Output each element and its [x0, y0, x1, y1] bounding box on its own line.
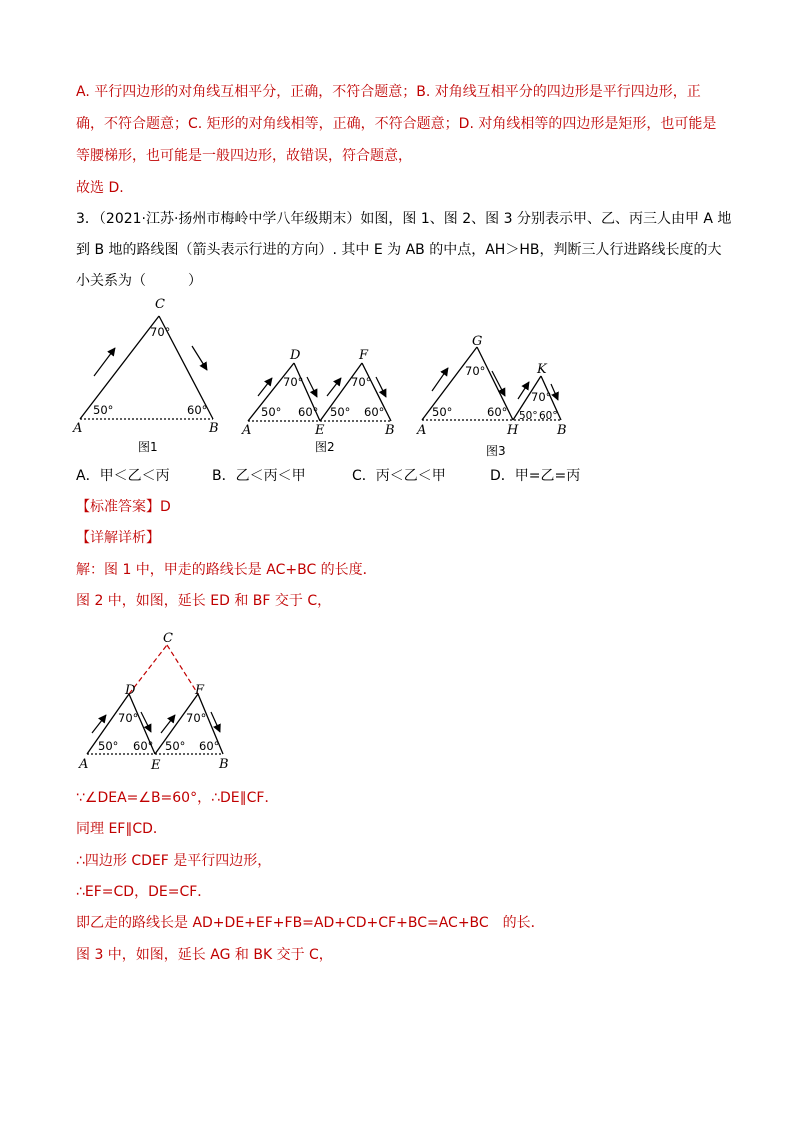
fig3-label-b: B [557, 423, 567, 438]
figure-1 [72, 297, 219, 454]
option-b: B．乙＜丙＜甲 [212, 468, 306, 484]
option-d: D．甲=乙=丙 [490, 468, 581, 484]
fig4-angle-b: 60° [199, 739, 220, 753]
analysis-line-6: ∴EF=CD，DE=CF． [76, 884, 212, 900]
fig1-label-a: A [73, 421, 83, 436]
answer-value: D [160, 499, 171, 515]
prev-answer-line-3: 等腰梯形，也可能是一般四边形，故错误，符合题意， [76, 148, 412, 164]
fig3-caption: 图3 [486, 444, 506, 458]
analysis-header [76, 528, 160, 548]
fig3-angle-a: 50° [432, 405, 453, 419]
fig1-label-b: B [209, 421, 219, 436]
fig2-angle-e1: 60° [298, 405, 319, 419]
answer-bracket-open: 【 [76, 499, 90, 515]
fig4-angle-e2: 50° [165, 739, 186, 753]
fig3-angle-b: 60° [539, 410, 558, 422]
answer-bracket-close: 】 [146, 499, 160, 515]
question-line-1: 3．（2021·江苏·扬州市梅岭中学八年级期末）如图，图 1、图 2、图 3 分别表示甲、乙、丙三人由甲 A 地 [76, 211, 732, 227]
fig3-angle-h2: 50° [519, 410, 538, 422]
fig4-label-d: D [125, 683, 136, 698]
fig2-angle-d: 70° [283, 375, 304, 389]
figure-3 [416, 334, 567, 458]
fig1-angle-c: 70° [150, 325, 171, 339]
fig3-label-a: A [417, 423, 427, 438]
question-line-2: 到 B 地的路线图（箭头表示行进的方向）. 其中 E 为 AB 的中点，AH＞HB，判断三人行进路线长度的大 [76, 242, 722, 258]
fig4-angle-a: 50° [98, 739, 119, 753]
option-a: A．甲＜乙＜丙 [76, 468, 170, 484]
analysis-line-7: 即乙走的路线长是 AD+DE+EF+FB=AD+CD+CF+BC=AC+BC 的长． [76, 915, 545, 931]
prev-answer-line-2: 确，不符合题意；C. 矩形的对角线相等，正确，不符合题意；D. 对角线相等的四边形是矩形，也可能是 [76, 116, 717, 132]
analysis-label: 详解详析 [90, 530, 146, 546]
analysis-bracket-open: 【 [76, 530, 90, 546]
prev-answer-line-4: 故选 D. [76, 180, 124, 196]
option-c: C．丙＜乙＜甲 [352, 468, 446, 484]
fig4-label-f: F [195, 683, 205, 698]
fig2-label-f: F [359, 348, 369, 363]
fig4-label-b: B [219, 757, 229, 772]
fig3-label-h: H [507, 423, 519, 438]
fig3-angle-h1: 60° [487, 405, 508, 419]
fig2-angle-f: 70° [351, 375, 372, 389]
fig2-label-e: E [315, 423, 325, 438]
fig3-label-k: K [537, 362, 547, 377]
fig1-angle-b: 60° [187, 403, 208, 417]
fig3-label-g: G [472, 334, 483, 349]
fig1-label-c: C [155, 297, 165, 312]
fig4-label-a: A [79, 757, 89, 772]
standard-answer [76, 497, 171, 517]
fig4-angle-f: 70° [186, 711, 207, 725]
analysis-line-2: 图 2 中，如图，延长 ED 和 BF 交于 C， [76, 593, 332, 609]
question-line-3: 小关系为（ ） [76, 273, 202, 289]
fig1-caption: 图1 [138, 440, 158, 454]
fig3-angle-k: 70° [531, 390, 552, 404]
fig2-caption: 图2 [315, 440, 335, 454]
figure-4 [78, 631, 229, 773]
analysis-line-5: ∴四边形 CDEF 是平行四边形， [76, 853, 272, 869]
fig4-angle-e1: 60° [133, 739, 154, 753]
analysis-figure [0, 625, 794, 775]
fig4-label-e: E [151, 758, 161, 773]
analysis-line-1: 解：图 1 中，甲走的路线长是 AC+BC 的长度． [76, 562, 377, 578]
prev-answer-line-1: A. 平行四边形的对角线互相平分，正确，不符合题意；B. 对角线互相平分的四边形是平行四边形，正 [76, 84, 701, 100]
fig2-label-b: B [385, 423, 395, 438]
fig2-angle-e2: 50° [330, 405, 351, 419]
fig4-label-c: C [163, 631, 173, 646]
fig4-angle-d: 70° [118, 711, 139, 725]
question-figures [0, 290, 794, 465]
fig1-angle-a: 50° [93, 403, 114, 417]
fig2-label-d: D [290, 348, 301, 363]
analysis-line-4: 同理 EF∥CD． [76, 821, 167, 837]
fig2-angle-b: 60° [364, 405, 385, 419]
fig3-angle-g: 70° [465, 364, 486, 378]
answer-label: 标准答案 [90, 499, 146, 515]
fig2-angle-a: 50° [261, 405, 282, 419]
analysis-line-3: ∵∠DEA=∠B=60°，∴DE∥CF． [76, 790, 279, 806]
figure-2 [241, 348, 395, 454]
analysis-line-8: 图 3 中，如图，延长 AG 和 BK 交于 C， [76, 947, 333, 963]
analysis-bracket-close: 】 [146, 530, 160, 546]
fig2-label-a: A [242, 423, 252, 438]
